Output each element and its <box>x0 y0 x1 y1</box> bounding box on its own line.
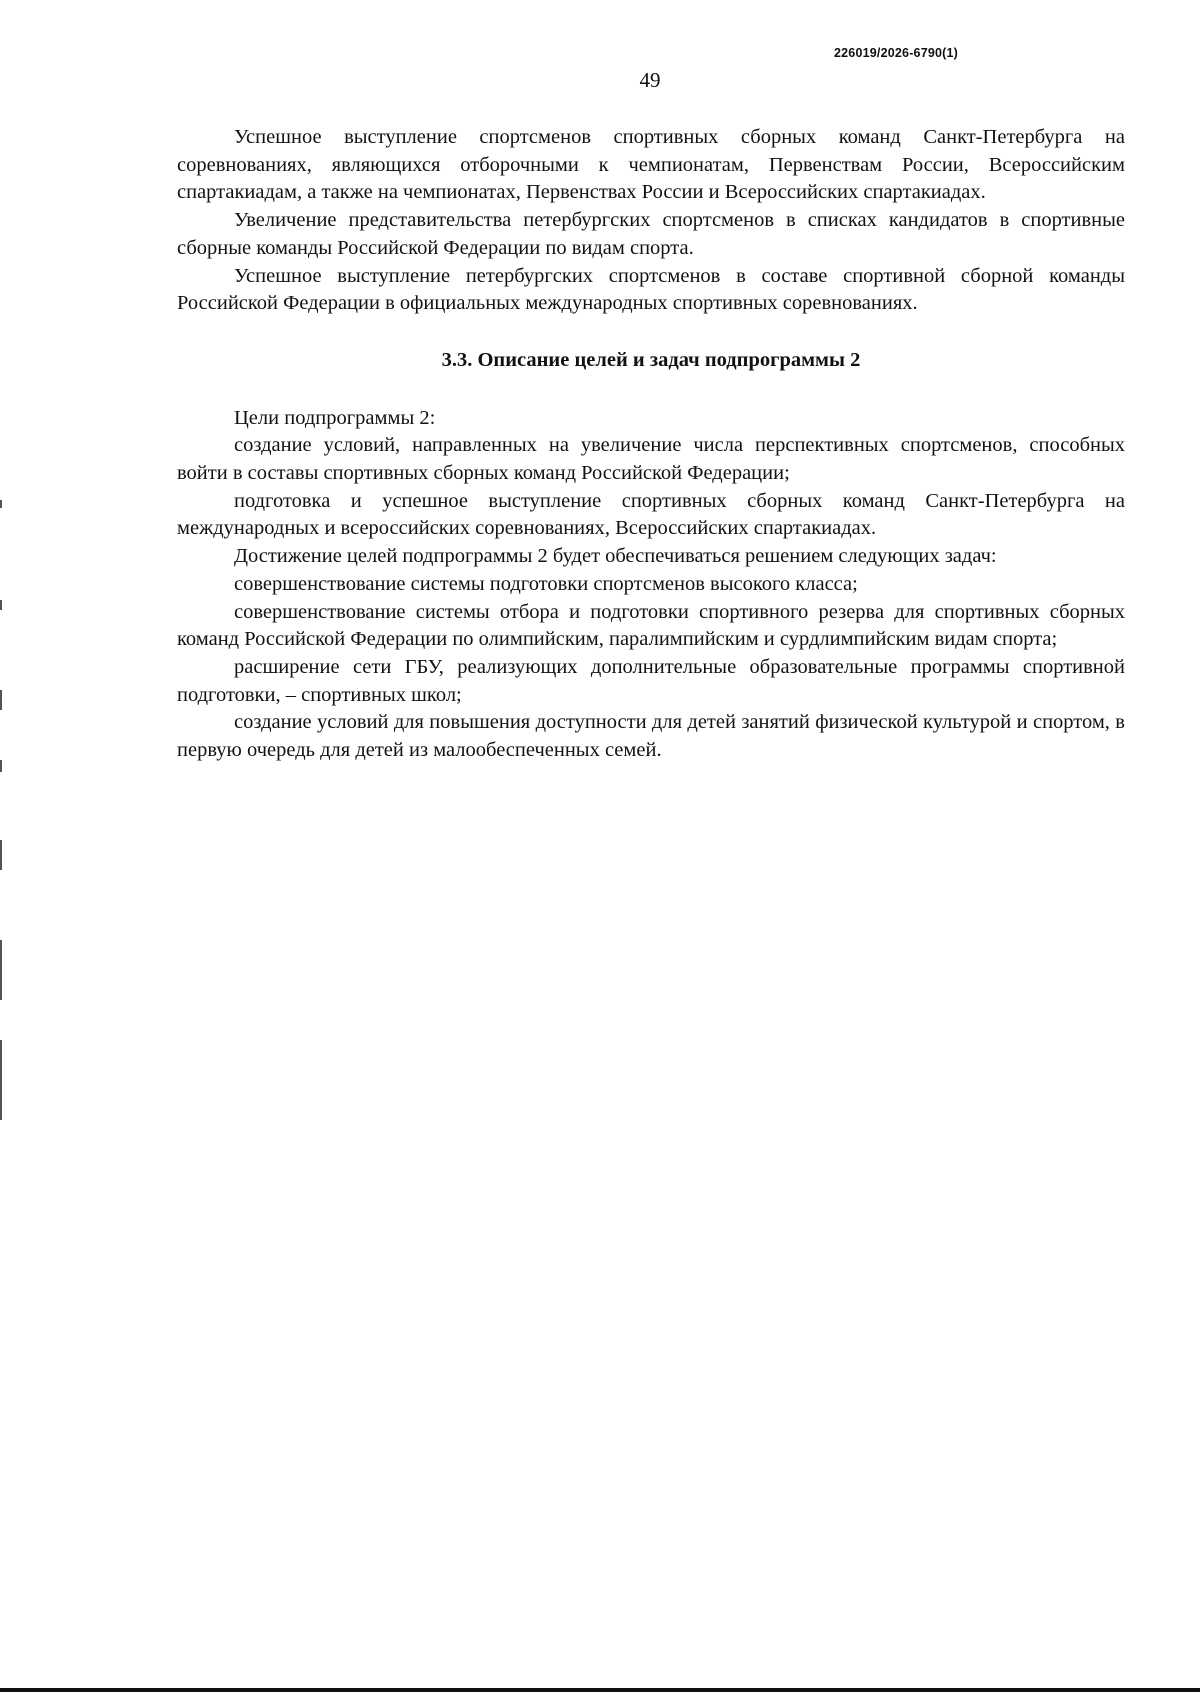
document-body <box>177 124 1125 765</box>
paragraph: Цели подпрограммы 2: <box>234 406 436 429</box>
scan-artifact <box>0 600 2 610</box>
paragraph: Успешное выступление петербургских спортсменов в составе спортивной сборной команды Российской Федерации в официальных международных спортивных соревнованиях. <box>177 264 1125 315</box>
scan-artifact <box>0 690 2 710</box>
paragraph: создание условий для повышения доступности для детей занятий физической культурой и спортом, в первую очередь для детей из малообеспеченных семей. <box>177 711 1125 762</box>
bottom-scan-edge <box>0 1688 1200 1692</box>
paragraph: совершенствование системы отбора и подготовки спортивного резерва для спортивных сборных команд Российской Федерации по олимпийским, паралимпийским и сурдлимпийским видам спорта; <box>177 600 1125 651</box>
scan-artifact <box>0 760 2 772</box>
document-id: 226019/2026-6790(1) <box>834 46 959 60</box>
paragraph: Достижение целей подпрограммы 2 будет обеспечиваться решением следующих задач: <box>234 545 997 568</box>
paragraph: создание условий, направленных на увеличение числа перспективных спортсменов, способных войти в составы спортивных сборных команд Российской Федерации; <box>177 434 1125 485</box>
section-heading: 3.3. Описание целей и задач подпрограммы 2 <box>441 348 861 371</box>
scan-artifact <box>0 500 2 508</box>
page-number: 49 <box>639 68 661 92</box>
paragraph: совершенствование системы подготовки спортсменов высокого класса; <box>234 572 858 595</box>
paragraph: подготовка и успешное выступление спортивных сборных команд Санкт-Петербурга на международных и всероссийских соревнованиях, Всероссийских спартакиадах. <box>177 489 1125 540</box>
scan-artifact <box>0 840 2 870</box>
scan-artifact <box>0 940 2 1000</box>
paragraph: Успешное выступление спортсменов спортивных сборных команд Санкт-Петербурга на соревнованиях, являющихся отборочными к чемпионатам, Первенствам России, Всероссийским спартакиадам, а также на чемпионатах, Первенствах России и Всероссийских спартакиадах. <box>177 126 1125 204</box>
paragraph: расширение сети ГБУ, реализующих дополнительные образовательные программы спортивной подготовки, – спортивных школ; <box>177 655 1125 706</box>
paragraph: Увеличение представительства петербургских спортсменов в списках кандидатов в спортивные сборные команды Российской Федерации по видам спорта. <box>177 209 1125 259</box>
scan-artifact <box>0 1040 2 1120</box>
